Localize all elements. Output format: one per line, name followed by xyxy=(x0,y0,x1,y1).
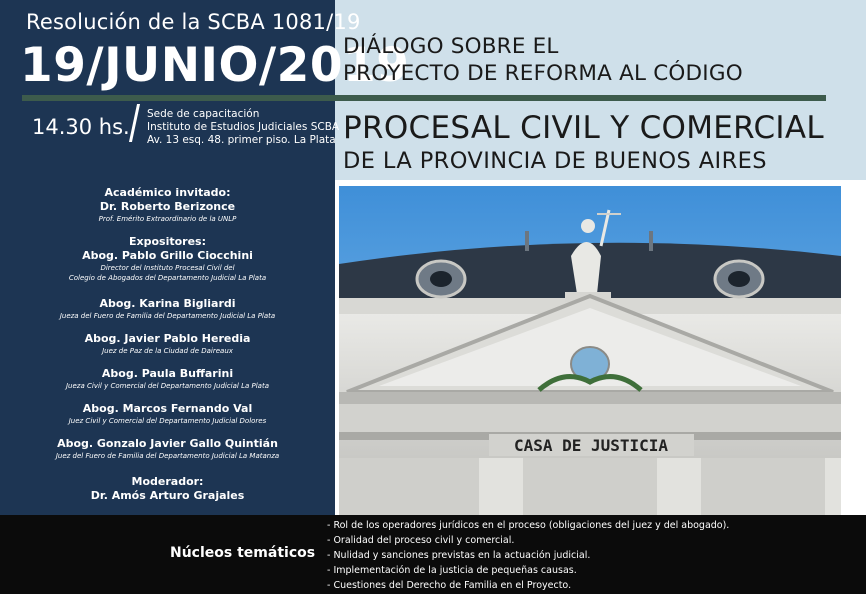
venue-line: Sede de capacitación xyxy=(147,108,260,120)
event-date: 19/JUNIO/2019 xyxy=(20,38,410,93)
credits-list xyxy=(0,186,335,503)
speaker-name: Abog. Karina Bigliardi xyxy=(99,297,236,310)
venue-line: Av. 13 esq. 48. primer piso. La Plata xyxy=(147,134,336,146)
speaker-name: Abog. Gonzalo Javier Gallo Quintián xyxy=(57,437,278,450)
title-line-1: DIÁLOGO SOBRE EL xyxy=(343,34,559,59)
speaker-name: Abog. Javier Pablo Heredia xyxy=(84,332,251,345)
venue-info xyxy=(147,108,339,147)
title-line-4: DE LA PROVINCIA DE BUENOS AIRES xyxy=(343,148,767,174)
speaker-role: Colegio de Abogados del Departamento Judicial La Plata xyxy=(68,274,267,282)
title-line-2: PROYECTO DE REFORMA AL CÓDIGO xyxy=(343,61,743,86)
event-title xyxy=(343,33,743,87)
event-time: 14.30 hs. xyxy=(32,115,130,139)
venue-line: Instituto de Estudios Judiciales SCBA xyxy=(147,121,340,133)
guest-name: Dr. Roberto Berizonce xyxy=(99,200,236,213)
title-line-3: PROCESAL CIVIL Y COMERCIAL xyxy=(343,110,824,146)
topics-bar xyxy=(0,515,866,594)
topic-item: - Nulidad y sanciones previstas en la actuación judicial. xyxy=(327,550,591,561)
topic-item: - Oralidad del proceso civil y comercial. xyxy=(327,535,515,546)
topics-list xyxy=(327,518,729,593)
moderator-name: Dr. Amós Arturo Grajales xyxy=(90,489,245,502)
guest-role: Prof. Emérito Extraordinario de la UNLP xyxy=(98,215,237,223)
topics-heading: Núcleos temáticos xyxy=(170,545,316,561)
speaker-name: Abog. Paula Buffarini xyxy=(101,367,234,380)
topic-item: - Cuestiones del Derecho de Familia en el Proyecto. xyxy=(327,580,572,591)
guest-heading: Académico invitado: xyxy=(104,186,231,199)
speaker-role: Juez Civil y Comercial del Departamento Judicial Dolores xyxy=(68,417,267,425)
speaker-name: Abog. Marcos Fernando Val xyxy=(82,402,253,415)
speaker-role: Director del Instituto Procesal Civil del xyxy=(100,264,235,272)
resolution-text: Resolución de la SCBA 1081/19 xyxy=(26,10,361,34)
divider-rule xyxy=(22,95,826,101)
speaker-role: Jueza Civil y Comercial del Departamento Judicial La Plata xyxy=(65,382,269,390)
speaker-role: Juez de Paz de la Ciudad de Daireaux xyxy=(102,347,233,355)
moderator-heading: Moderador: xyxy=(131,475,204,488)
speaker-role: Juez del Fuero de Familia del Departamento Judicial La Matanza xyxy=(55,452,280,460)
speaker-role: Jueza del Fuero de Familia del Departamento Judicial La Plata xyxy=(59,312,276,320)
speakers-heading: Expositores: xyxy=(128,235,206,248)
topic-item: - Rol de los operadores jurídicos en el proceso (obligaciones del juez y del abogado). xyxy=(327,520,730,531)
topic-item: - Implementación de la justicia de pequeñas causas. xyxy=(327,565,577,576)
building-sign: CASA DE JUSTICIA xyxy=(513,436,669,455)
speaker-name: Abog. Pablo Grillo Ciocchini xyxy=(82,249,253,262)
courthouse-photo xyxy=(339,186,841,515)
